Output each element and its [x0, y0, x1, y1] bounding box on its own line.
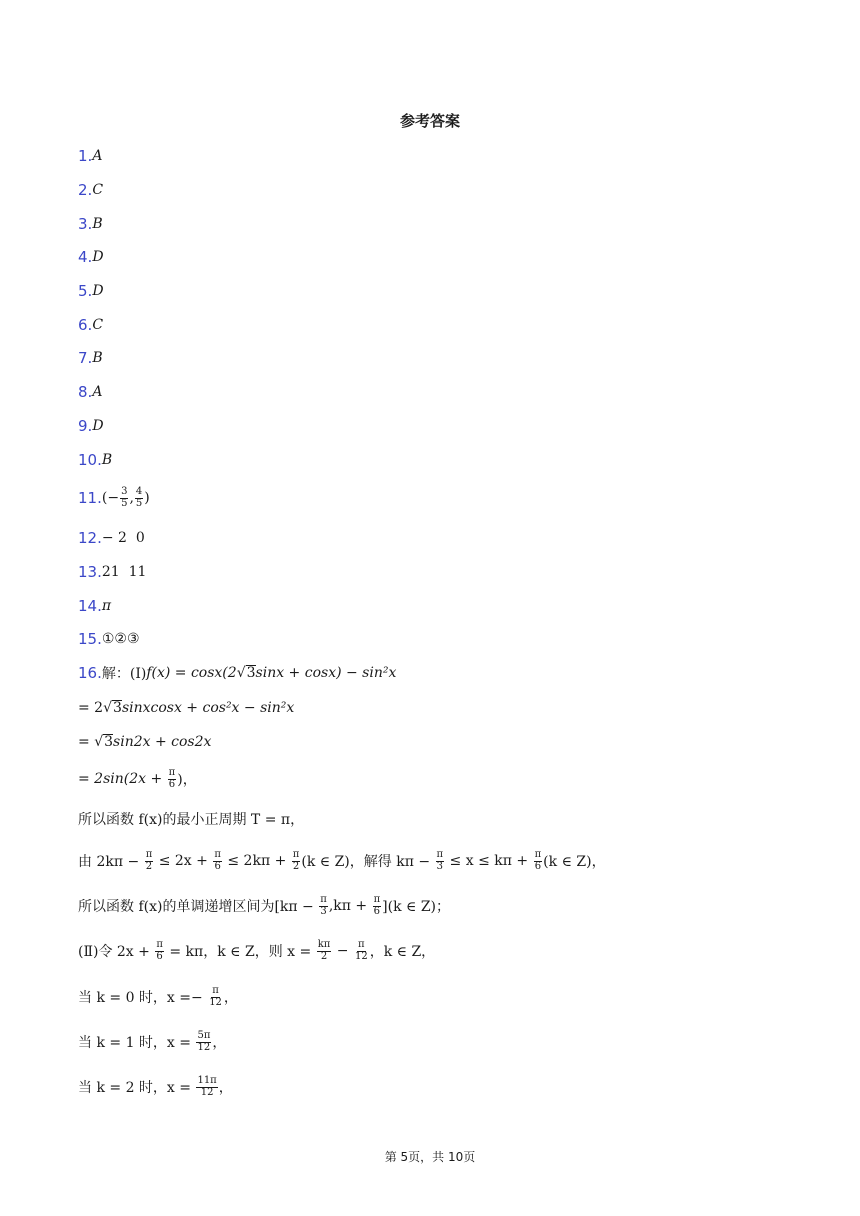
math-text: − [332, 943, 353, 959]
answer-4 [78, 246, 104, 268]
denominator: 12 [197, 1041, 211, 1053]
denominator: 5 [135, 497, 143, 509]
answer-value: − 2 0 [101, 530, 145, 546]
solution-16-line-9 [78, 982, 238, 1012]
fraction [373, 895, 382, 917]
denominator: 6 [214, 860, 221, 872]
solution-16-line-4 [78, 764, 197, 794]
answer-2 [78, 179, 103, 201]
answer-value: 21 11 [101, 564, 147, 580]
question-number: 6. [78, 316, 93, 334]
page-footer: 第 5页，共 10页 [384, 1150, 476, 1164]
solution-16-line-5 [78, 808, 304, 830]
question-number: 16. [78, 664, 102, 682]
fraction [196, 1076, 217, 1098]
answer-value: π [101, 598, 112, 614]
solution-16-line-6 [78, 846, 606, 876]
answer-value: D [92, 418, 104, 434]
numerator: π [212, 985, 219, 996]
math-text: ](k ∈ Z)； [382, 899, 451, 915]
fraction [145, 850, 154, 872]
numerator: π [168, 767, 176, 778]
math-text: 当 k = 0 时，x =− [78, 990, 208, 1006]
numerator: π [436, 849, 444, 860]
answer-14 [78, 595, 111, 617]
question-number: 7. [78, 349, 93, 367]
fraction [168, 768, 177, 790]
question-number: 12. [78, 529, 102, 547]
minus-sign: − [107, 490, 120, 506]
math-text: (k ∈ Z)， [543, 854, 606, 870]
fraction [213, 850, 222, 872]
fraction [292, 850, 301, 872]
sqrt: √ 3 [94, 733, 114, 750]
answer-12 [78, 527, 145, 549]
math-text: 当 k = 1 时，x = [78, 1035, 196, 1051]
answer-value: ①②③ [101, 631, 140, 647]
fraction [534, 850, 543, 872]
question-number: 1. [78, 147, 93, 165]
fraction [354, 940, 369, 962]
math-text: 所以函数 f(x)的单调递增区间为[kπ − [78, 899, 319, 915]
math-text: ， [223, 990, 238, 1006]
solution-16-line-11 [78, 1072, 233, 1102]
answer-value: C [92, 317, 104, 333]
math-text: ≤ x ≤ kπ + [445, 853, 533, 869]
denominator: 2 [292, 860, 300, 872]
page-title: 参考答案 [399, 112, 460, 130]
answer-13 [78, 561, 146, 583]
question-number: 2. [78, 181, 93, 199]
answer-1 [78, 145, 102, 167]
denominator: 12 [354, 950, 368, 962]
question-number: 15. [78, 630, 102, 648]
denominator: 6 [168, 778, 176, 790]
answer-9 [78, 415, 104, 437]
numerator: π [156, 939, 163, 950]
denominator: 12 [209, 996, 222, 1008]
text: 所以函数 f(x)的最小正周期 T = π， [78, 812, 305, 828]
math-text: 当 k = 2 时，x = [78, 1080, 196, 1096]
fraction [208, 986, 223, 1008]
denominator: 2 [320, 950, 328, 962]
math-text: ，k ∈ Z， [369, 944, 436, 960]
fraction [155, 940, 164, 962]
answer-11 [78, 483, 150, 513]
solution-16-line-8 [78, 936, 435, 966]
sqrt: √ 3 [103, 699, 122, 716]
math-text: 由 2kπ − [78, 854, 144, 870]
denominator: 5 [121, 497, 128, 509]
radicand: 3 [113, 699, 122, 716]
denominator: 3 [320, 905, 327, 917]
math-text: ， [212, 1035, 227, 1051]
math-text: sinx + cosx) − sin²x [255, 665, 397, 681]
math-text: ， [218, 1080, 233, 1096]
solution-16-line-3 [78, 731, 211, 753]
numerator: π [358, 939, 365, 950]
answer-8 [78, 381, 102, 403]
solution-16-line-2 [78, 697, 294, 719]
fraction [319, 895, 328, 917]
numerator: π [534, 849, 542, 860]
open-paren: ( [101, 490, 108, 506]
question-number: 10. [78, 451, 102, 469]
denominator: 12 [200, 1086, 214, 1098]
question-number: 5. [78, 282, 93, 300]
answer-6 [78, 314, 103, 336]
fraction [120, 487, 128, 509]
math-text: (k ∈ Z)，解得 kπ − [301, 854, 435, 870]
math-text: = 2 [78, 700, 104, 716]
denominator: 2 [145, 860, 153, 872]
solution-16-line-7 [78, 891, 450, 921]
fraction [135, 487, 143, 509]
comma: , [129, 490, 134, 506]
answer-value: B [92, 350, 103, 366]
answer-value: A [92, 148, 103, 164]
numerator: 11π [197, 1075, 217, 1086]
question-number: 9. [78, 417, 93, 435]
fraction [436, 850, 445, 872]
numerator: π [373, 894, 381, 905]
math-text: f(x) = cosx(2 [146, 665, 237, 681]
radicand: 3 [104, 733, 114, 750]
numerator: π [320, 894, 327, 905]
math-text: = 2sin(2x + [78, 771, 167, 787]
answer-15 [78, 628, 140, 650]
answer-3 [78, 213, 103, 235]
math-text: ≤ 2kπ + [222, 853, 291, 869]
numerator: 3 [121, 486, 128, 497]
fraction [196, 1031, 211, 1053]
answer-value: A [92, 384, 103, 400]
answer-7 [78, 347, 103, 369]
sqrt: √ 3 [236, 664, 256, 681]
numerator: kπ [317, 939, 331, 950]
numerator: π [214, 849, 221, 860]
answer-value: C [92, 182, 104, 198]
denominator: 6 [156, 950, 163, 962]
math-text: sinxcosx + cos²x − sin²x [121, 700, 295, 716]
numerator: π [292, 849, 300, 860]
answer-value: B [92, 216, 103, 232]
denominator: 3 [436, 860, 443, 872]
question-number: 14. [78, 597, 102, 615]
solution-label: 解：(I) [101, 666, 147, 682]
question-number: 13. [78, 563, 102, 581]
question-number: 11. [78, 489, 102, 507]
answer-value: D [92, 283, 104, 299]
numerator: 4 [135, 486, 143, 497]
math-text: = [78, 734, 95, 750]
fraction [317, 940, 332, 962]
math-text: ,kπ + [328, 898, 372, 914]
numerator: 5π [197, 1030, 211, 1041]
math-text: sin2x + cos2x [113, 734, 212, 750]
question-number: 4. [78, 248, 93, 266]
solution-16-line-10 [78, 1027, 226, 1057]
close-paren: ) [144, 490, 150, 506]
denominator: 6 [373, 905, 381, 917]
question-number: 3. [78, 215, 93, 233]
denominator: 6 [534, 860, 542, 872]
solution-16-line-1 [78, 662, 396, 684]
math-text: ≤ 2x + [154, 853, 213, 869]
answer-10 [78, 449, 112, 471]
answer-value: B [101, 452, 113, 468]
math-text: = kπ，k ∈ Z，则 x = [164, 944, 316, 960]
math-text: (Ⅱ)令 2x + [78, 944, 155, 960]
question-number: 8. [78, 383, 93, 401]
numerator: π [145, 849, 153, 860]
answer-value: D [92, 249, 104, 265]
math-text: )， [177, 772, 197, 788]
radicand: 3 [246, 664, 256, 681]
answer-5 [78, 280, 104, 302]
